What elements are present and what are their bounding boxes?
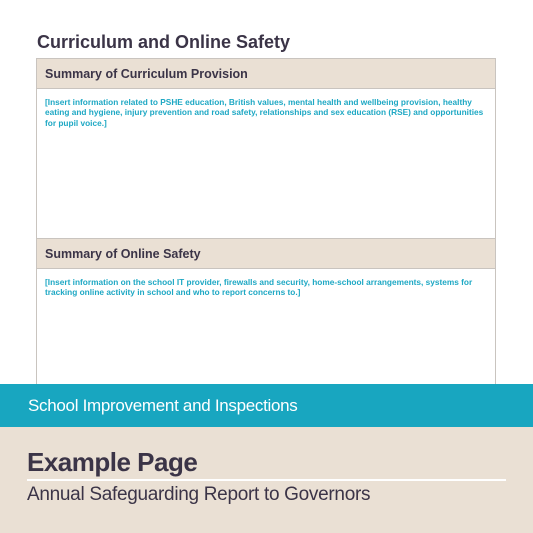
- curriculum-section-heading: Summary of Curriculum Provision: [37, 59, 495, 89]
- footer-subtitle: Annual Safeguarding Report to Governors: [27, 484, 371, 505]
- online-safety-section-body: [Insert information on the school IT provider, firewalls and security, home-school arrangements, systems for tracking online activity in school and who to report concerns to.]: [45, 277, 473, 298]
- footer-title: Example Page: [27, 447, 198, 477]
- category-banner-label: School Improvement and Inspections: [28, 395, 298, 415]
- online-safety-section-heading: Summary of Online Safety: [37, 239, 495, 269]
- category-banner: [0, 384, 533, 427]
- curriculum-section-body: [Insert information related to PSHE education, British values, mental health and wellbeing provision, healthy eating and hygiene, injury prevention and road safety, relationships and sex education (RSE) and opportunities for pupil voice.]: [37, 89, 495, 239]
- footer-panel: [0, 427, 533, 533]
- report-table: [36, 58, 496, 388]
- page-title: Curriculum and Online Safety: [37, 32, 291, 52]
- footer-divider: [27, 479, 506, 481]
